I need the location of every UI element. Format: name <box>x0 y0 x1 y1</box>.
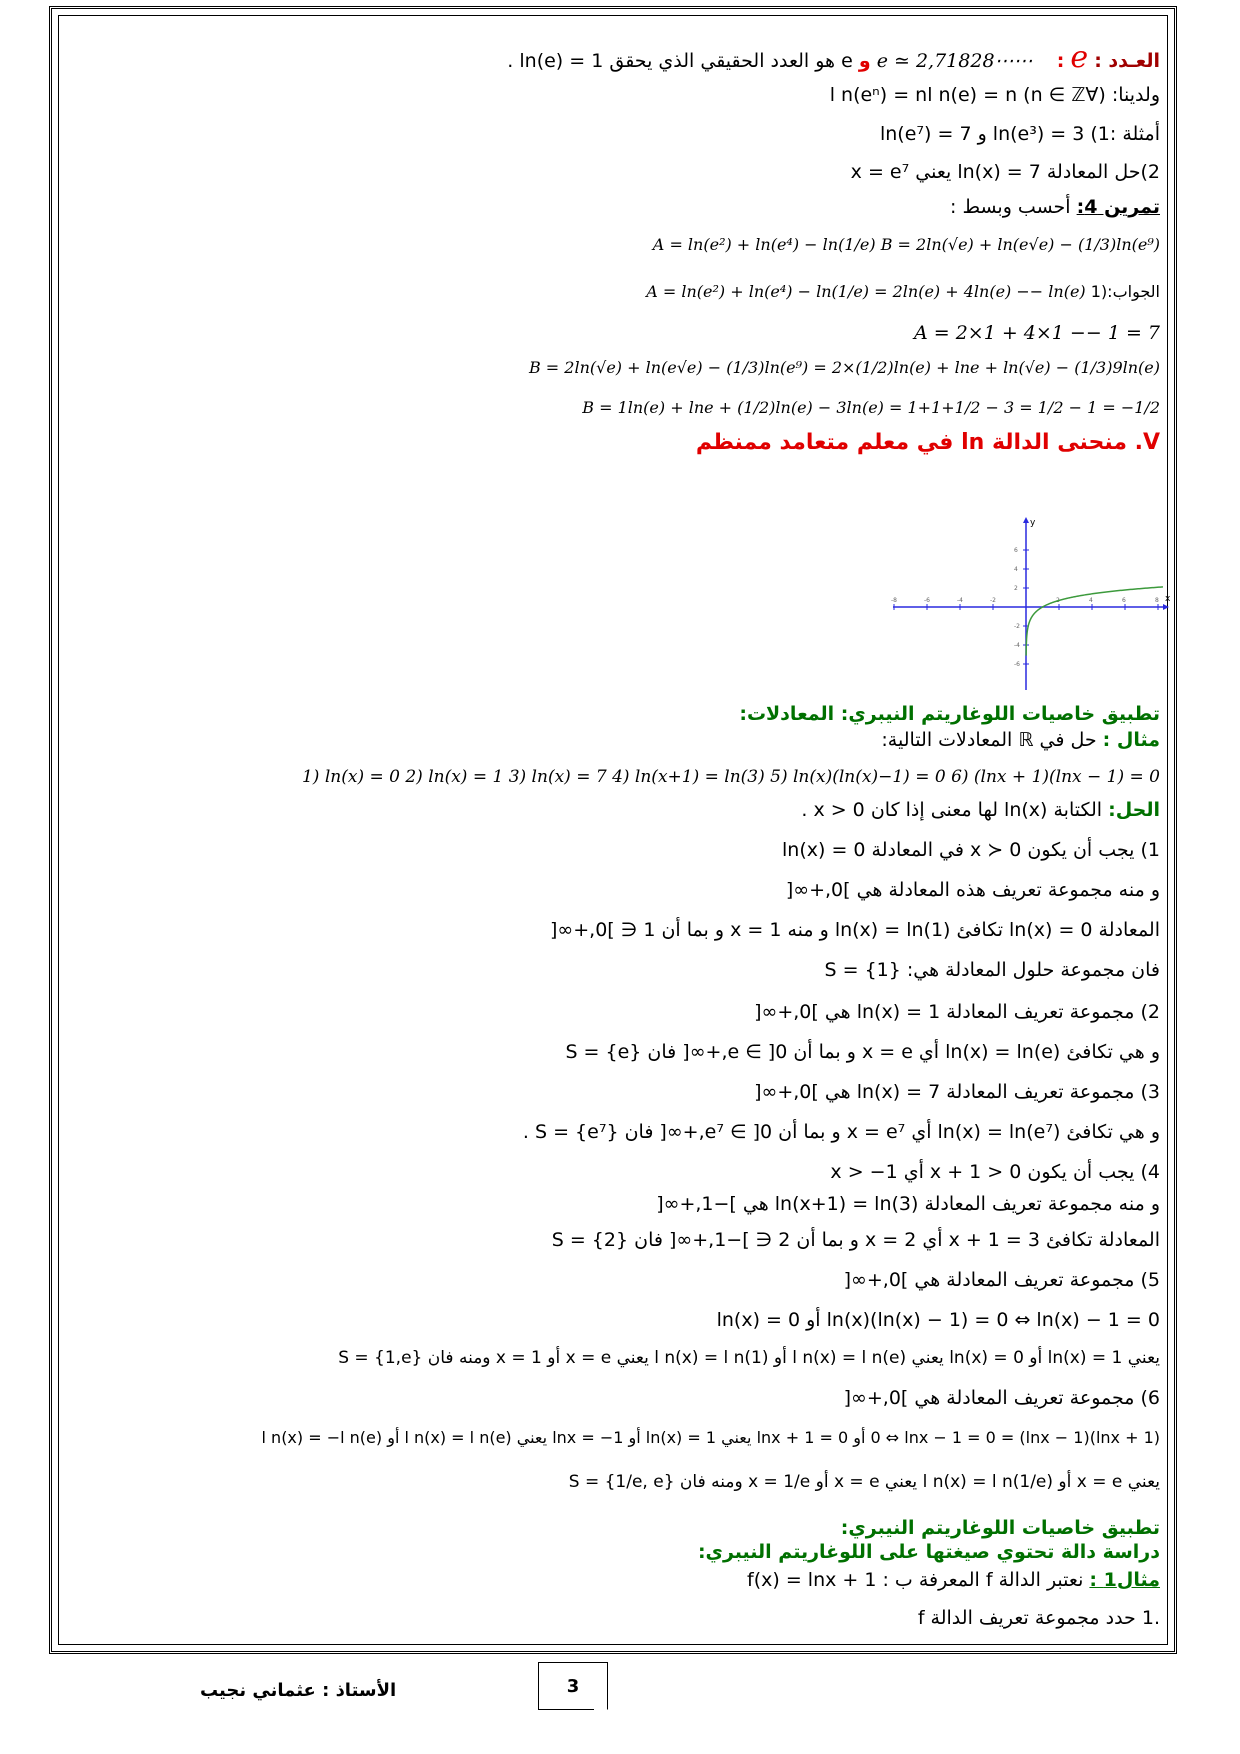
section-v-heading: V. منحنى الدالة ln في معلم متعامد ممنظم <box>695 430 1160 455</box>
line-examples: أمثلة :1) ln(e³) = 3 و 7 = ln(e⁷) <box>879 123 1160 145</box>
solution-heading <box>70 798 1160 822</box>
teacher-name: الأستاذ : عثماني نجيب <box>200 1680 397 1701</box>
sol-5a: 5) مجموعة تعريف المعادلة هي ]0,+∞[ <box>843 1269 1160 1291</box>
line-example-2: 2)حل المعادلة ln(x) = 7 يعني x = e⁷ <box>850 161 1160 183</box>
expr-a-b: A = ln(e²) + ln(e⁴) − ln(1/e) B = 2ln(√e) + ln(e√e) − (1/3)ln(e⁹) <box>652 235 1160 254</box>
x-tick-label: 4 <box>1089 597 1093 604</box>
sol-1d: فان مجموعة حلول المعادلة هي: S = {1} <box>824 959 1160 981</box>
sol-6b: (lnx + 1)(lnx − 1) = 0 ⇔ lnx − 1 = 0 أو lnx + 1 = 0 يعني ln(x) = 1 أو lnx = −1 يعني l n(x) = l n(e) أو l n(x) = −l n(e) <box>261 1428 1160 1447</box>
x-tick-label: 8 <box>1155 597 1159 604</box>
example-1-text: نعتبر الدالة f المعرفة ب : f(x) = lnx + 1 <box>747 1569 1084 1591</box>
colon: : <box>1056 50 1065 72</box>
sol-4a: 4) يجب أن يكون x + 1 > 0 أي x > −1 <box>830 1161 1160 1183</box>
and-word: و <box>858 50 871 72</box>
sol-1a: 1) يجب أن يكون x ≻ 0 في المعادلة ln(x) = 0 <box>782 839 1160 861</box>
x-tick-label: 6 <box>1122 597 1126 604</box>
x-axis-arrow <box>1163 604 1169 610</box>
application-2-subtitle: دراسة دالة تحتوي صيغتها على اللوغاريتم النيبري: <box>697 1541 1160 1563</box>
label-number: العـدد : <box>1094 50 1160 72</box>
equations: 1) ln(x) = 0 2) ln(x) = 1 3) ln(x) = 7 4) ln(x+1) = ln(3) 5) ln(x)(ln(x)−1) = 0 6) (lnx + 1)(lnx − 1) = 0 <box>301 767 1160 787</box>
equations-list <box>70 765 1160 789</box>
page-number: 3 <box>538 1662 608 1710</box>
approx-value: e ≃ 2,71828⋯⋯ <box>876 50 1033 72</box>
example-1-heading <box>70 1568 1160 1592</box>
y-tick-label: 6 <box>1014 547 1018 554</box>
example-label: مثال : <box>1102 729 1160 751</box>
sol-2a: 2) مجموعة تعريف المعادلة ln(x) = 1 هي ]0,+∞[ <box>754 1001 1160 1023</box>
solution-label: الحل: <box>1108 799 1160 821</box>
exercise-4-text: أحسب وبسط : <box>950 196 1071 218</box>
example-1-question-1: .1 حدد مجموعة تعريف الدالة f <box>917 1607 1160 1629</box>
page-fold-corner <box>594 1696 608 1710</box>
example-1-label: مثال1 : <box>1089 1569 1160 1591</box>
symbol-e: e <box>1070 40 1089 75</box>
e-definition: e هو العدد الحقيقي الذي يحقق ln(e) = 1 . <box>507 50 853 72</box>
sol-2b: و هي تكافئ ln(x) = ln(e) أي x = e و بما أن e ∈ ]0,+∞[ فان S = {e} <box>565 1041 1160 1063</box>
x-axis-label: x <box>1165 594 1171 604</box>
y-tick-label: 2 <box>1014 585 1018 592</box>
y-tick-label: 4 <box>1014 566 1018 573</box>
sol-3b: و هي تكافئ ln(x) = ln(e⁷) أي x = e⁷ و بما أن e⁷ ∈ ]0,+∞[ فان S = {e⁷} . <box>522 1121 1160 1143</box>
x-tick-label: -6 <box>924 597 930 604</box>
line-property: ولدينا: (∀n ∈ ℤ) l n(eⁿ) = nl n(e) = n <box>829 84 1160 106</box>
x-tick-label: -2 <box>990 597 996 604</box>
answer-b: B = 2ln(√e) + ln(e√e) − (1/3)ln(e⁹) = 2×(1/2)ln(e) + lne + ln(√e) − (1/3)9ln(e) <box>528 358 1160 377</box>
solution-text: الكتابة ln(x) لها معنى إذا كان x > 0 . <box>801 799 1103 821</box>
sol-6c: يعني x = e أو l n(x) = l n(1/e) يعني x = e أو x = 1/e ومنه فان S = {1/e, e} <box>568 1472 1160 1492</box>
answer-b-value: B = 1ln(e) + lne + (1/2)ln(e) − 3ln(e) = 1+1+1/2 − 3 = 1/2 − 1 = −1/2 <box>582 398 1160 417</box>
example-text: حل في ℝ المعادلات التالية: <box>881 729 1097 751</box>
sol-5c: يعني ln(x) = 1 أو ln(x) = 0 يعني l n(x) = l n(e) أو l n(x) = l n(1) يعني x = e أو x = 1 ومنه فان S = {1,e} <box>338 1348 1160 1368</box>
sol-3a: 3) مجموعة تعريف المعادلة ln(x) = 7 هي ]0,+∞[ <box>754 1081 1160 1103</box>
y-tick-label: -4 <box>1014 642 1020 649</box>
sol-5b: ln(x)(ln(x) − 1) = 0 ⇔ ln(x) − 1 = 0 أو ln(x) = 0 <box>716 1309 1160 1331</box>
sol-4c: المعادلة تكافئ x + 1 = 3 أي x = 2 و بما أن 2 ∈ ]−1,+∞[ فان S = {2} <box>551 1229 1160 1251</box>
answer-label: الجواب:(1 <box>1090 282 1160 301</box>
y-tick-label: -6 <box>1014 661 1020 668</box>
application-1-title: تطبيق خاصيات اللوغاريتم النيبري: المعادلات: <box>739 703 1160 725</box>
sol-6a: 6) مجموعة تعريف المعادلة هي ]0,+∞[ <box>843 1387 1160 1409</box>
y-axis-label: y <box>1030 518 1036 528</box>
page-content-lower <box>70 0 1160 1629</box>
x-tick-label: -4 <box>957 597 963 604</box>
sol-1c: المعادلة ln(x) = 0 تكافئ ln(x) = ln(1) و منه x = 1 و بما أن 1 ∈ ]0,+∞[ <box>550 919 1160 941</box>
y-tick-label: -2 <box>1014 623 1020 630</box>
application-2-title: تطبيق خاصيات اللوغاريتم النيبري: <box>840 1517 1160 1539</box>
answer-a-value: A = 2×1 + 4×1 −− 1 = 7 <box>913 322 1160 344</box>
sol-1b: و منه مجموعة تعريف هذه المعادلة هي ]0,+∞[ <box>785 879 1160 901</box>
x-tick-label: 2 <box>1056 597 1060 604</box>
answer-a: A = ln(e²) + ln(e⁴) − ln(1/e) = 2ln(e) + 4ln(e) −− ln(e) <box>646 282 1086 301</box>
x-tick-label: -8 <box>891 597 897 604</box>
example-heading <box>70 728 1160 752</box>
exercise-4-title: تمرين 4: <box>1076 196 1160 218</box>
sol-4b: و منه مجموعة تعريف المعادلة ln(x+1) = ln(3) هي ]−1,+∞[ <box>656 1193 1160 1215</box>
